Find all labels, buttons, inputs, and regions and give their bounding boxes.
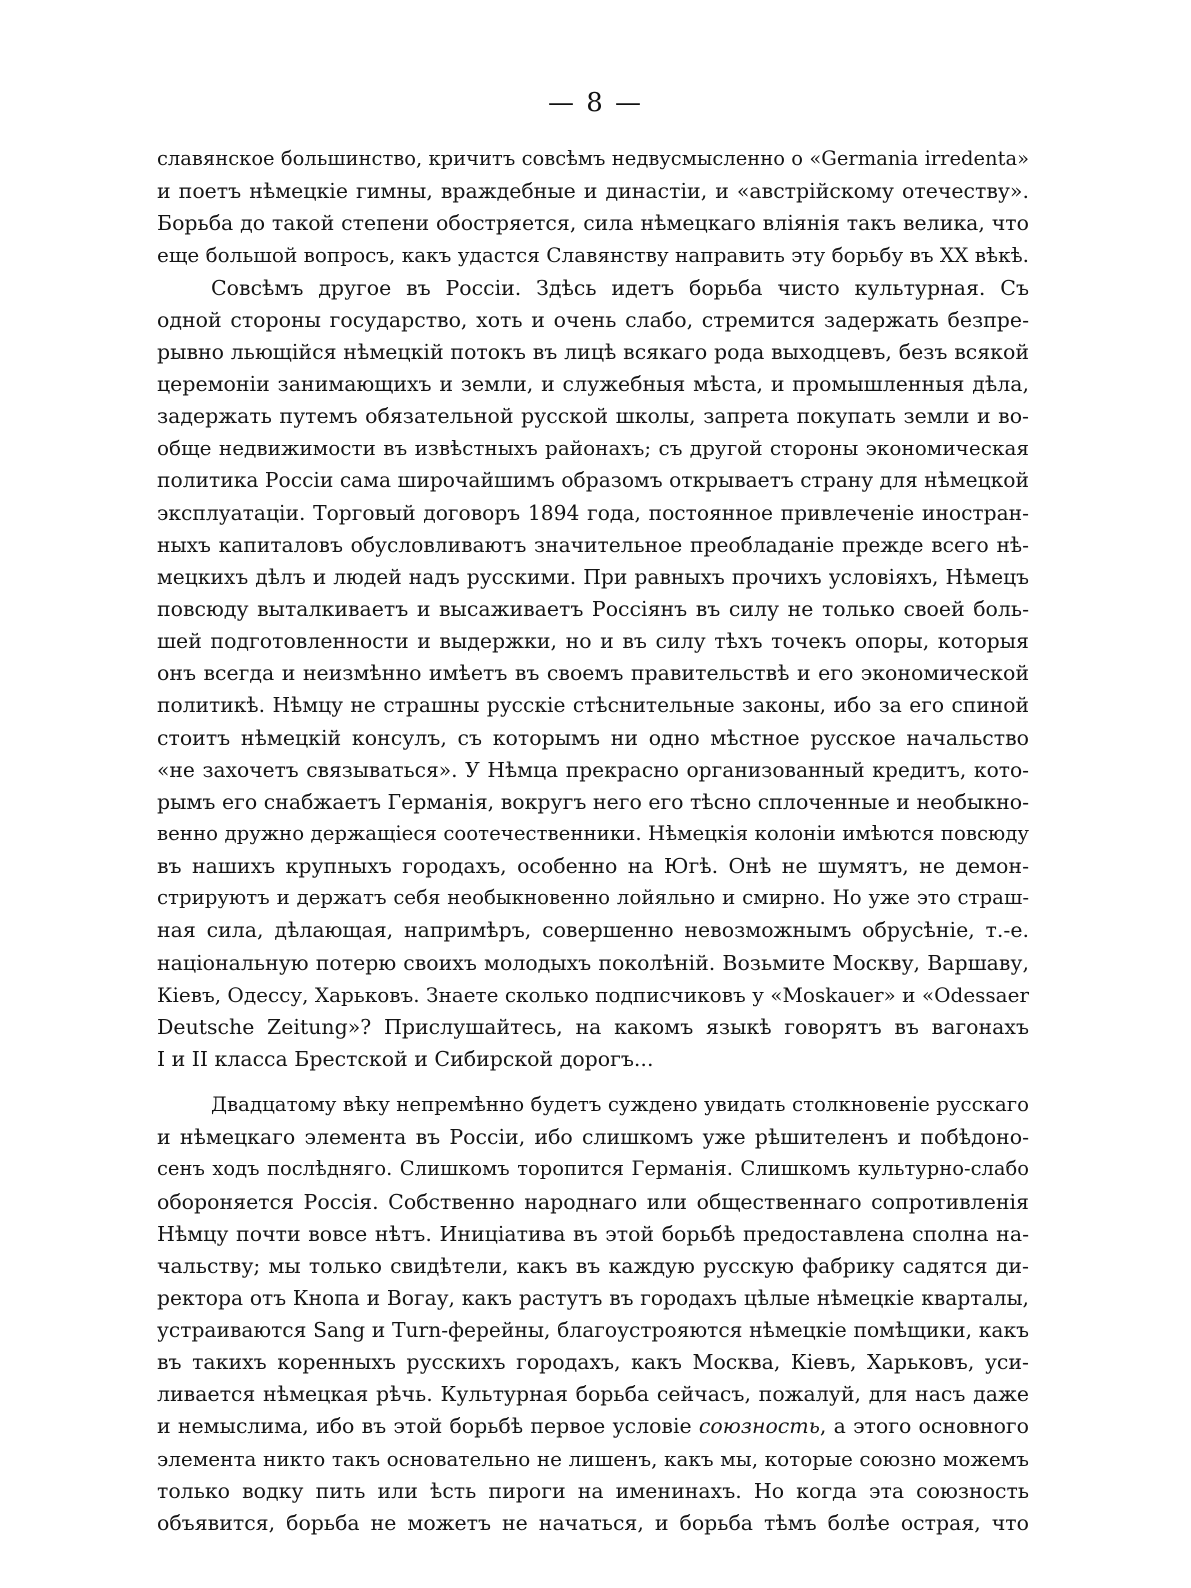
text-line: еще большой вопросъ, какъ удастся Славянству направить эту борьбу въ XX вѣкѣ. xyxy=(157,243,1029,268)
text-line: славянское большинство, кричитъ совсѣмъ недвусмысленно о «Germania irredenta» xyxy=(157,147,1029,170)
text-line: политикѣ. Нѣмцу не страшны русскіе стѣснительные законы, ибо за его спиной xyxy=(157,693,1029,718)
text-line: Нѣмцу почти вовсе нѣтъ. Иниціатива въ этой борьбѣ предоставлена сполна на- xyxy=(157,1221,1029,1246)
text-line: эксплуатаціи. Торговый договоръ 1894 года, постоянное привлеченіе иностран- xyxy=(157,500,1029,525)
text-line: «не захочетъ связываться». У Нѣмца прекрасно организованный кредитъ, кото- xyxy=(157,757,1029,782)
text-segment: и немыслима, ибо въ этой борьбѣ первое условіе xyxy=(157,1414,699,1439)
text-segment: , а этого основного xyxy=(819,1414,1029,1439)
text-line: обще недвижимости въ извѣстныхъ районахъ; съ другой стороны экономическая xyxy=(157,436,1029,461)
page-number: — 8 — xyxy=(547,88,644,118)
text-line: ректора отъ Кнопа и Вогау, какъ растутъ въ городахъ цѣлые нѣмецкіе кварталы, xyxy=(157,1285,1029,1310)
text-line: въ такихъ коренныхъ русскихъ городахъ, какъ Москва, Кіевъ, Харьковъ, уси- xyxy=(157,1350,1029,1375)
text-line: рымъ его снабжаетъ Германія, вокругъ него его тѣсно сплоченные и необыкно- xyxy=(157,789,1029,814)
text-line: повсюду выталкиваетъ и высаживаетъ Россіянъ въ силу не только своей боль- xyxy=(157,596,1029,621)
text-line: Deutsche Zeitung»? Прислушайтесь, на какомъ языкѣ говорятъ въ вагонахъ xyxy=(157,1014,1029,1039)
text-line: задержать путемъ обязательной русской школы, запрета покупать земли и во- xyxy=(157,404,1029,429)
text-line: только водку пить или ѣсть пироги на именинахъ. Но когда эта союзность xyxy=(157,1478,1029,1503)
text-line: ная сила, дѣлающая, напримѣръ, совершенно невозможнымъ обрусѣніе, т.-е. xyxy=(157,918,1029,943)
text-line: обороняется Россія. Собственно народнаго или общественнаго сопротивленія xyxy=(157,1189,1029,1214)
text-line: въ нашихъ крупныхъ городахъ, особенно на Югѣ. Онѣ не шумятъ, не демон- xyxy=(157,854,1029,879)
text-line: устраиваются Sang и Turn-ферейны, благоустрояются нѣмецкіе помѣщики, какъ xyxy=(157,1318,1029,1343)
text-line: Совсѣмъ другое въ Россіи. Здѣсь идетъ борьба чисто культурная. Съ xyxy=(211,275,1029,300)
text-line: шей подготовленности и выдержки, но и въ силу тѣхъ точекъ опоры, которыя xyxy=(157,629,1029,654)
text-line: стрируютъ и держатъ себя необыкновенно лойяльно и смирно. Но уже это страш- xyxy=(157,886,1029,910)
text-line: церемоніи занимающихъ и земли, и служебныя мѣста, и промышленныя дѣла, xyxy=(157,371,1029,396)
text-line: и поетъ нѣмецкіе гимны, враждебные и династіи, и «австрійскому отечеству». xyxy=(157,179,1029,204)
text-line: венно дружно держащіеся соотечественники. Нѣмецкія колоніи имѣются повсюду xyxy=(157,821,1029,845)
italic-word: союзность xyxy=(698,1414,820,1439)
text-line: одной стороны государство, хоть и очень слабо, стремится задержать безпре- xyxy=(157,307,1029,332)
text-line: стоитъ нѣмецкій консулъ, съ которымъ ни одно мѣстное русское начальство xyxy=(157,725,1029,750)
text-line: и нѣмецкаго элемента въ Россіи, ибо слишкомъ уже рѣшителенъ и побѣдоно- xyxy=(157,1125,1029,1150)
text-line: ливается нѣмецкая рѣчь. Культурная борьба сейчасъ, пожалуй, для насъ даже xyxy=(157,1382,1029,1407)
text-line: мецкихъ дѣлъ и людей надъ русскими. При равныхъ прочихъ условіяхъ, Нѣмецъ xyxy=(157,564,1029,589)
text-line: политика Россіи сама широчайшимъ образомъ открываетъ страну для нѣмецкой xyxy=(157,468,1029,493)
body-text xyxy=(157,143,1029,1539)
paragraph-gap xyxy=(157,1075,1029,1089)
text-line: національную потерю своихъ молодыхъ поколѣній. Возьмите Москву, Варшаву, xyxy=(157,950,1029,975)
text-line: онъ всегда и неизмѣнно имѣетъ въ своемъ правительствѣ и его экономической xyxy=(157,661,1029,686)
text-line: рывно льющійся нѣмецкій потокъ въ лицѣ всякаго рода выходцевъ, безъ всякой xyxy=(157,339,1029,364)
text-line: объявится, борьба не можетъ не начаться, и борьба тѣмъ болѣе острая, что xyxy=(157,1510,1029,1535)
text-line: элемента никто такъ основательно не лишенъ, какъ мы, которые союзно можемъ xyxy=(157,1446,1029,1471)
text-line: Двадцатому вѣку непремѣнно будетъ суждено увидать столкновеніе русскаго xyxy=(211,1093,1029,1117)
text-line: I и II класса Брестской и Сибирской дорогъ... xyxy=(157,1046,654,1071)
text-line: сенъ ходъ послѣдняго. Слишкомъ торопится Германія. Слишкомъ культурно-слабо xyxy=(157,1157,1029,1181)
text-line: чальству; мы только свидѣтели, какъ въ каждую русскую фабрику садятся ди- xyxy=(157,1253,1029,1278)
text-line: Борьба до такой степени обостряется, сила нѣмецкаго вліянія такъ велика, что xyxy=(157,211,1029,236)
text-line: ныхъ капиталовъ обусловливаютъ значительное преобладаніе прежде всего нѣ- xyxy=(157,532,1029,557)
text-line-with-italic xyxy=(157,1410,1029,1442)
text-line: Кіевъ, Одессу, Харьковъ. Знаете сколько подписчиковъ у «Moskauer» и «Odessaer xyxy=(157,982,1029,1007)
